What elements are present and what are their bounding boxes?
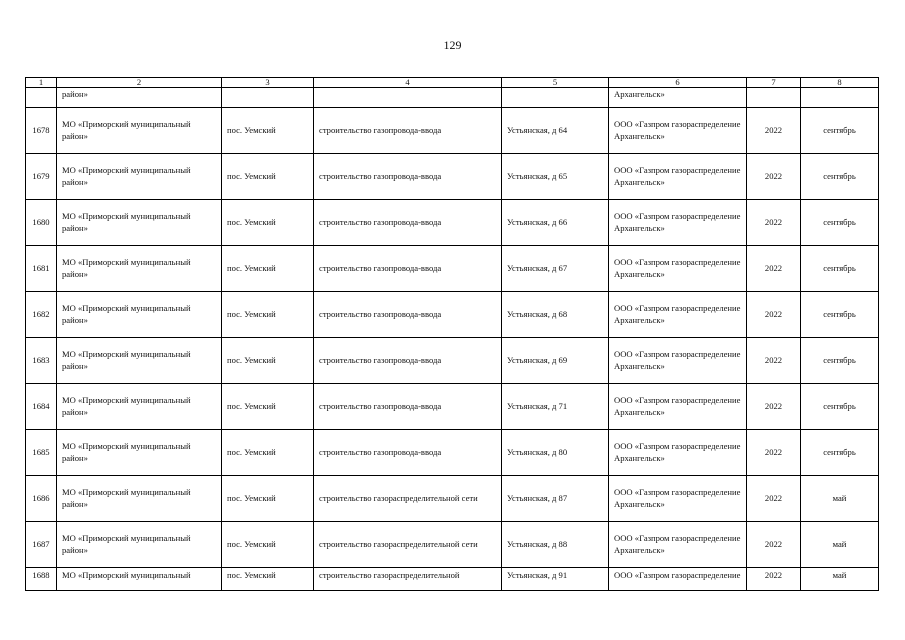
address-cell xyxy=(502,88,609,108)
month-cell: май xyxy=(801,476,879,522)
municipality-cell: район» xyxy=(57,88,222,108)
row-number-cell: 1686 xyxy=(26,476,57,522)
work-type-cell: строительство газопровода-ввода xyxy=(314,384,502,430)
organization-cell: ООО «Газпром газораспределение xyxy=(609,568,747,591)
municipality-cell: МО «Приморский муниципальный район» xyxy=(57,200,222,246)
work-type-cell: строительство газопровода-ввода xyxy=(314,108,502,154)
column-number-header: 2 xyxy=(57,78,222,88)
settlement-cell: пос. Уемский xyxy=(222,522,314,568)
row-number-cell: 1680 xyxy=(26,200,57,246)
table-row xyxy=(26,476,879,522)
municipality-cell: МО «Приморский муниципальный район» xyxy=(57,522,222,568)
organization-cell: ООО «Газпром газораспределение Архангельск» xyxy=(609,522,747,568)
row-number-cell: 1682 xyxy=(26,292,57,338)
address-cell: Устьянская, д 66 xyxy=(502,200,609,246)
table-row xyxy=(26,246,879,292)
table-row xyxy=(26,430,879,476)
column-number-header: 8 xyxy=(801,78,879,88)
work-type-cell: строительство газопровода-ввода xyxy=(314,246,502,292)
row-number-cell: 1681 xyxy=(26,246,57,292)
settlement-cell: пос. Уемский xyxy=(222,568,314,591)
organization-cell: ООО «Газпром газораспределение Архангельск» xyxy=(609,154,747,200)
table-row xyxy=(26,108,879,154)
month-cell: сентябрь xyxy=(801,246,879,292)
year-cell: 2022 xyxy=(747,246,801,292)
month-cell: май xyxy=(801,522,879,568)
year-cell: 2022 xyxy=(747,200,801,246)
year-cell: 2022 xyxy=(747,108,801,154)
row-number-cell: 1688 xyxy=(26,568,57,591)
settlement-cell: пос. Уемский xyxy=(222,154,314,200)
table-row xyxy=(26,522,879,568)
address-cell: Устьянская, д 69 xyxy=(502,338,609,384)
column-number-header: 7 xyxy=(747,78,801,88)
row-number-cell xyxy=(26,88,57,108)
column-number-header: 6 xyxy=(609,78,747,88)
works-table xyxy=(25,77,879,591)
work-type-cell xyxy=(314,88,502,108)
continuation-row xyxy=(26,88,879,108)
address-cell: Устьянская, д 87 xyxy=(502,476,609,522)
year-cell: 2022 xyxy=(747,384,801,430)
work-type-cell: строительство газопровода-ввода xyxy=(314,338,502,384)
row-number-cell: 1678 xyxy=(26,108,57,154)
year-cell: 2022 xyxy=(747,338,801,384)
year-cell: 2022 xyxy=(747,522,801,568)
month-cell: сентябрь xyxy=(801,108,879,154)
year-cell: 2022 xyxy=(747,154,801,200)
organization-cell: ООО «Газпром газораспределение Архангельск» xyxy=(609,246,747,292)
year-cell: 2022 xyxy=(747,292,801,338)
year-cell xyxy=(747,88,801,108)
settlement-cell: пос. Уемский xyxy=(222,338,314,384)
organization-cell: ООО «Газпром газораспределение Архангельск» xyxy=(609,200,747,246)
municipality-cell: МО «Приморский муниципальный район» xyxy=(57,154,222,200)
month-cell: сентябрь xyxy=(801,430,879,476)
municipality-cell: МО «Приморский муниципальный район» xyxy=(57,246,222,292)
address-cell: Устьянская, д 68 xyxy=(502,292,609,338)
address-cell: Устьянская, д 64 xyxy=(502,108,609,154)
organization-cell: ООО «Газпром газораспределение Архангельск» xyxy=(609,476,747,522)
row-number-cell: 1685 xyxy=(26,430,57,476)
organization-cell: ООО «Газпром газораспределение Архангельск» xyxy=(609,292,747,338)
year-cell: 2022 xyxy=(747,568,801,591)
settlement-cell: пос. Уемский xyxy=(222,108,314,154)
column-number-row xyxy=(26,78,879,88)
row-number-cell: 1679 xyxy=(26,154,57,200)
table-row xyxy=(26,292,879,338)
table-row xyxy=(26,568,879,591)
address-cell: Устьянская, д 91 xyxy=(502,568,609,591)
organization-cell: ООО «Газпром газораспределение Архангельск» xyxy=(609,108,747,154)
settlement-cell: пос. Уемский xyxy=(222,246,314,292)
month-cell: сентябрь xyxy=(801,200,879,246)
row-number-cell: 1683 xyxy=(26,338,57,384)
settlement-cell: пос. Уемский xyxy=(222,430,314,476)
municipality-cell: МО «Приморский муниципальный район» xyxy=(57,384,222,430)
table-row xyxy=(26,154,879,200)
month-cell: май xyxy=(801,568,879,591)
organization-cell: ООО «Газпром газораспределение Архангельск» xyxy=(609,430,747,476)
table-row xyxy=(26,338,879,384)
year-cell: 2022 xyxy=(747,430,801,476)
work-type-cell: строительство газораспределительной xyxy=(314,568,502,591)
row-number-cell: 1687 xyxy=(26,522,57,568)
month-cell: сентябрь xyxy=(801,384,879,430)
address-cell: Устьянская, д 88 xyxy=(502,522,609,568)
municipality-cell: МО «Приморский муниципальный район» xyxy=(57,108,222,154)
column-number-header: 1 xyxy=(26,78,57,88)
table-row xyxy=(26,384,879,430)
row-number-cell: 1684 xyxy=(26,384,57,430)
month-cell: сентябрь xyxy=(801,338,879,384)
settlement-cell: пос. Уемский xyxy=(222,384,314,430)
work-type-cell: строительство газопровода-ввода xyxy=(314,292,502,338)
organization-cell: ООО «Газпром газораспределение Архангельск» xyxy=(609,338,747,384)
settlement-cell xyxy=(222,88,314,108)
work-type-cell: строительство газопровода-ввода xyxy=(314,200,502,246)
organization-cell: ООО «Газпром газораспределение Архангельск» xyxy=(609,384,747,430)
column-number-header: 5 xyxy=(502,78,609,88)
settlement-cell: пос. Уемский xyxy=(222,292,314,338)
municipality-cell: МО «Приморский муниципальный район» xyxy=(57,476,222,522)
address-cell: Устьянская, д 80 xyxy=(502,430,609,476)
municipality-cell: МО «Приморский муниципальный район» xyxy=(57,338,222,384)
work-type-cell: строительство газораспределительной сети xyxy=(314,476,502,522)
municipality-cell: МО «Приморский муниципальный район» xyxy=(57,292,222,338)
settlement-cell: пос. Уемский xyxy=(222,200,314,246)
column-number-header: 4 xyxy=(314,78,502,88)
work-type-cell: строительство газопровода-ввода xyxy=(314,430,502,476)
address-cell: Устьянская, д 67 xyxy=(502,246,609,292)
municipality-cell: МО «Приморский муниципальный xyxy=(57,568,222,591)
table-row xyxy=(26,200,879,246)
municipality-cell: МО «Приморский муниципальный район» xyxy=(57,430,222,476)
work-type-cell: строительство газопровода-ввода xyxy=(314,154,502,200)
column-number-header: 3 xyxy=(222,78,314,88)
month-cell: сентябрь xyxy=(801,154,879,200)
settlement-cell: пос. Уемский xyxy=(222,476,314,522)
organization-cell: Архангельск» xyxy=(609,88,747,108)
month-cell xyxy=(801,88,879,108)
address-cell: Устьянская, д 65 xyxy=(502,154,609,200)
address-cell: Устьянская, д 71 xyxy=(502,384,609,430)
month-cell: сентябрь xyxy=(801,292,879,338)
work-type-cell: строительство газораспределительной сети xyxy=(314,522,502,568)
year-cell: 2022 xyxy=(747,476,801,522)
page-number: 129 xyxy=(443,38,462,52)
